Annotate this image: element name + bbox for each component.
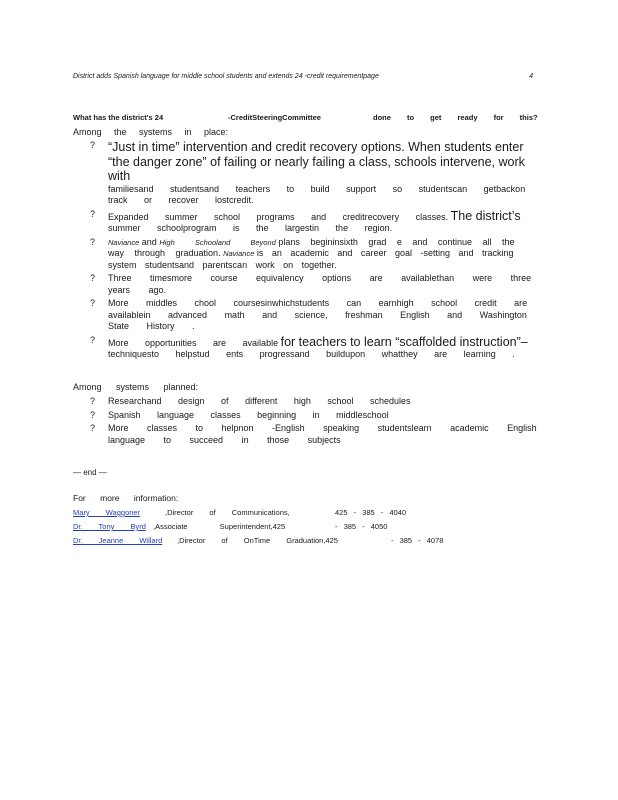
question-left: What has the district's 24 — [73, 113, 164, 122]
bullet: ? — [90, 140, 96, 150]
list-item — [90, 209, 540, 235]
contact-phone: - 385 - 4050 — [335, 522, 388, 531]
list-item — [90, 396, 540, 408]
list-item — [90, 237, 540, 272]
item-italic: Naviance — [223, 249, 255, 258]
item-emphasis: for teachers to learn “scaffolded instruction”– — [280, 334, 528, 349]
contact-title: ,Director of OnTime Graduation,425 — [177, 536, 338, 545]
page-header — [73, 73, 533, 80]
contact-row — [73, 508, 493, 520]
item-emphasis: The district’s — [450, 208, 521, 223]
item-text: Spanish language classes beginning in middleschool — [108, 409, 389, 420]
end-marker: — end — — [73, 468, 107, 477]
bullet: ? — [90, 236, 96, 247]
item-lead: More opportunities are available — [108, 337, 279, 348]
item-lead: “Just in time” intervention and credit recovery options. When students enter “the danger zone” of failing or nearly failing a class, schools intervene, work with — [108, 140, 525, 183]
bullet: ? — [90, 396, 96, 406]
item-text: techniquesto helpstud ents progressand buildupon whatthey are learning . — [108, 349, 515, 359]
item-italic: High Schooland Beyond — [159, 237, 276, 247]
bullet: ? — [90, 334, 96, 345]
contact-title: ,Associate Superintendent,425 — [153, 522, 286, 531]
contact-name-link[interactable]: Mary Waggoner — [73, 508, 141, 517]
item-text: summer schoolprogram is the largestin the region. — [108, 223, 393, 233]
planned-list — [90, 396, 540, 448]
contact-phone: - 385 - 4078 — [391, 536, 444, 545]
item-text: familiesand studentsand teachers to build support so studentscan getbackon track or recover lostcredit. — [108, 183, 526, 205]
item-text: is an academic and career goal -setting and tracking system studentsand parentscan work on together. — [108, 248, 514, 270]
contact-title: ,Director of Communications, — [165, 508, 290, 517]
in-place-list — [90, 140, 540, 363]
list-item — [90, 423, 540, 446]
item-text: More middles chool coursesinwhichstudents can earnhigh school credit are availablein advanced math and science, freshman English and Washington State History . — [108, 298, 528, 331]
contact-row — [73, 522, 493, 534]
bullet: ? — [90, 409, 96, 420]
header-text: District adds Spanish language for middle school students and extends 24 -credit requirementpage — [73, 73, 379, 80]
bullet: ? — [90, 298, 96, 308]
list-item — [90, 273, 540, 296]
contact-name-link[interactable]: Dr. Tony Byrd — [73, 522, 146, 531]
bullet: ? — [90, 208, 96, 219]
question-mid: -CreditSteeringCommittee — [228, 113, 321, 122]
page-number: 4 — [529, 73, 533, 80]
bullet: ? — [90, 423, 96, 433]
item-text: plans begininsixth grad e and continue all the way through graduation. — [108, 236, 515, 258]
contact-name-link[interactable]: Dr. Jeanne Willard — [73, 536, 163, 545]
item-text: More classes to helpnon -English speaking studentslearn academic English language to succeed in those subjects — [108, 423, 537, 445]
list-item — [90, 298, 540, 333]
list-item — [90, 140, 540, 207]
contact-phone: 425 - 385 - 4040 — [335, 508, 407, 517]
item-lead: Expanded summer school programs and creditrecovery classes. — [108, 211, 449, 222]
list-item — [90, 410, 540, 422]
item-text: and — [141, 236, 157, 247]
item-italic: Naviance — [108, 237, 140, 247]
in-place-intro: Among the systems in place: — [73, 127, 229, 137]
item-text: Three timesmore course equivalency options are availablethan were three years ago. — [108, 273, 532, 295]
bullet: ? — [90, 273, 96, 283]
item-text: Researchand design of different high school schedules — [108, 396, 411, 406]
question-right: done to get ready for this? — [373, 113, 538, 122]
planned-intro: Among systems planned: — [73, 382, 199, 392]
contacts-heading: For more information: — [73, 493, 179, 503]
contact-row — [73, 536, 493, 548]
list-item — [90, 335, 540, 361]
